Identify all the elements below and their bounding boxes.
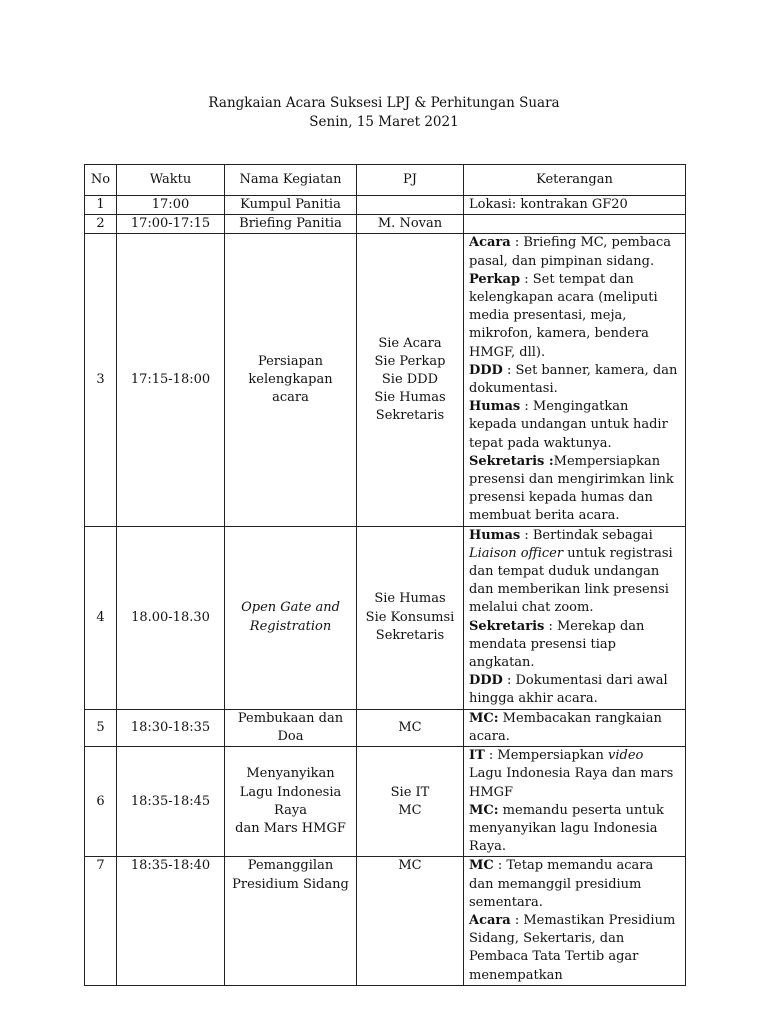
- title-line-2: Senin, 15 Maret 2021: [309, 114, 459, 130]
- keterangan-paragraph: [469, 398, 680, 453]
- title-line-1: Rangkaian Acara Suksesi LPJ & Perhitungan Suara: [208, 95, 560, 111]
- keterangan-label: Perkap: [469, 271, 521, 287]
- cell-no: 1: [85, 196, 117, 215]
- table-row: [85, 857, 686, 985]
- keterangan-label: MC:: [469, 710, 499, 726]
- cell-waktu: 18.00-18.30: [117, 526, 225, 709]
- keterangan-label: Acara: [469, 235, 511, 251]
- keterangan-paragraph: [469, 672, 680, 708]
- cell-no: 7: [85, 857, 117, 985]
- cell-no: 4: [85, 526, 117, 709]
- keterangan-label: IT: [469, 748, 485, 764]
- table-row: [85, 196, 686, 215]
- keterangan-text: : Dokumentasi dari awal hingga akhir acara.: [469, 673, 668, 707]
- cell-pj: [357, 747, 464, 857]
- header-pj: PJ: [357, 165, 464, 196]
- schedule-table: [84, 164, 686, 986]
- cell-nama-kegiatan: [225, 526, 357, 709]
- table-body: [85, 196, 686, 986]
- keterangan-paragraph: [469, 912, 680, 985]
- cell-no: 3: [85, 234, 117, 526]
- cell-nama-kegiatan: [225, 709, 357, 746]
- cell-keterangan: [464, 215, 686, 234]
- keterangan-paragraph: [469, 196, 680, 214]
- nama-kegiatan-line: Raya: [274, 802, 307, 818]
- keterangan-text: : Tetap memandu acara dan memanggil presidium sementara.: [469, 858, 654, 910]
- keterangan-paragraph: [469, 710, 680, 746]
- keterangan-text: : Set banner, kamera, dan dokumentasi.: [469, 362, 678, 397]
- keterangan-label: MC:: [469, 802, 499, 818]
- keterangan-text-after: untuk registrasi dan tempat duduk undangan dan memberikan link presensi melalui chat zoom.: [469, 545, 673, 616]
- cell-waktu: 18:30-18:35: [117, 709, 225, 746]
- cell-no: 6: [85, 747, 117, 857]
- nama-kegiatan-line: dan Mars HMGF: [235, 820, 346, 836]
- table-row: [85, 709, 686, 746]
- pj-line: Sekretaris: [375, 627, 445, 643]
- keterangan-text: : Bertindak sebagai: [520, 527, 653, 543]
- nama-kegiatan-line: Doa: [277, 728, 304, 744]
- keterangan-text: Mempersiapkan presensi dan mengirimkan link presensi kepada humas dan membuat berita acara.: [469, 453, 674, 524]
- keterangan-text: Lokasi: kontrakan GF20: [469, 197, 628, 212]
- pj-line: M. Novan: [377, 216, 443, 232]
- nama-kegiatan-line: Registration: [249, 618, 332, 634]
- cell-keterangan: [464, 196, 686, 215]
- header-waktu: Waktu: [117, 165, 225, 196]
- keterangan-paragraph: [469, 362, 680, 398]
- cell-keterangan: [464, 234, 686, 526]
- cell-pj: [357, 215, 464, 234]
- cell-waktu: 17:00-17:15: [117, 215, 225, 234]
- table-row: [85, 747, 686, 857]
- pj-line: Sekretaris: [375, 408, 445, 424]
- cell-nama-kegiatan: [225, 857, 357, 985]
- cell-nama-kegiatan: [225, 747, 357, 857]
- keterangan-text-after: Lagu Indonesia Raya dan mars HMGF: [469, 766, 674, 800]
- header-no: No: [85, 165, 117, 196]
- keterangan-text: : Mempersiapkan: [484, 748, 609, 764]
- cell-waktu: 17:00: [117, 196, 225, 215]
- cell-pj: [357, 526, 464, 709]
- pj-line: Sie DDD: [381, 371, 439, 387]
- cell-keterangan: [464, 526, 686, 709]
- nama-kegiatan-line: acara: [272, 390, 309, 406]
- cell-no: 2: [85, 215, 117, 234]
- keterangan-text: : Briefing MC, pembaca pasal, dan pimpinan sidang.: [469, 235, 671, 269]
- keterangan-italic-text: Liaison officer: [469, 545, 564, 561]
- keterangan-paragraph: [469, 453, 680, 526]
- cell-no: 5: [85, 709, 117, 746]
- cell-keterangan: [464, 709, 686, 746]
- cell-nama-kegiatan: [225, 234, 357, 526]
- keterangan-paragraph: [469, 618, 680, 673]
- keterangan-label: Humas: [469, 527, 521, 543]
- keterangan-label: DDD: [469, 362, 503, 378]
- pj-line: MC: [398, 719, 422, 735]
- nama-kegiatan-line: Pemanggilan: [247, 858, 334, 874]
- table-row: [85, 234, 686, 526]
- nama-kegiatan-line: Presidium Sidang: [232, 876, 349, 892]
- keterangan-text: : Mengingatkan kepada undangan untuk hadir tepat pada waktunya.: [469, 399, 668, 451]
- cell-pj: [357, 857, 464, 985]
- keterangan-text: memandu peserta untuk menyanyikan lagu Indonesia Raya.: [469, 802, 664, 855]
- keterangan-text: : Set tempat dan kelengkapan acara (meliputi media presentasi, meja, mikrofon, kamera, bendera HMGF, dll).: [469, 271, 658, 360]
- pj-line: Sie Humas: [374, 390, 446, 406]
- cell-keterangan: [464, 747, 686, 857]
- nama-kegiatan-line: Persiapan: [257, 353, 324, 369]
- keterangan-label: Humas: [469, 399, 521, 415]
- nama-kegiatan-line: Lagu Indonesia: [239, 784, 342, 800]
- nama-kegiatan-line: Pembukaan dan: [237, 710, 344, 726]
- keterangan-label: DDD: [469, 673, 503, 689]
- keterangan-italic-text: video: [608, 748, 644, 764]
- keterangan-paragraph: [469, 857, 680, 912]
- pj-line: Sie Acara: [378, 335, 442, 351]
- keterangan-label: Sekretaris :: [469, 453, 554, 469]
- cell-nama-kegiatan: [225, 196, 357, 215]
- keterangan-paragraph: [469, 747, 680, 802]
- cell-keterangan: [464, 857, 686, 985]
- keterangan-paragraph: [469, 271, 680, 362]
- pj-line: Sie Konsumsi: [365, 609, 455, 625]
- pj-line: MC: [398, 802, 422, 818]
- header-keterangan: Keterangan: [464, 165, 686, 196]
- nama-kegiatan-line: Briefing Panitia: [239, 216, 342, 232]
- cell-pj: [357, 709, 464, 746]
- keterangan-paragraph: [469, 802, 680, 857]
- pj-line: Sie Perkap: [374, 353, 446, 369]
- pj-line: Sie IT: [390, 784, 430, 800]
- cell-nama-kegiatan: [225, 215, 357, 234]
- cell-waktu: 17:15-18:00: [117, 234, 225, 526]
- document-title: [0, 94, 768, 132]
- nama-kegiatan-line: Menyanyikan: [246, 766, 335, 782]
- nama-kegiatan-line: Kumpul Panitia: [240, 197, 341, 212]
- keterangan-label: Acara: [469, 912, 511, 928]
- keterangan-paragraph: [469, 527, 680, 618]
- keterangan-text: : Memastikan Presidium Sidang, Sekertaris, dan Pembaca Tata Tertib agar menempatkan: [469, 912, 676, 983]
- keterangan-text: Membacakan rangkaian acara.: [469, 710, 662, 744]
- table-header-row: [85, 165, 686, 196]
- keterangan-paragraph: [469, 234, 680, 270]
- nama-kegiatan-line: kelengkapan: [248, 371, 333, 387]
- keterangan-text: : Merekap dan mendata presensi tiap angkatan.: [469, 618, 645, 671]
- pj-line: MC: [398, 858, 422, 874]
- cell-waktu: 18:35-18:40: [117, 857, 225, 985]
- keterangan-label: MC: [469, 858, 494, 874]
- cell-waktu: 18:35-18:45: [117, 747, 225, 857]
- header-nama-kegiatan: Nama Kegiatan: [225, 165, 357, 196]
- nama-kegiatan-line: Open Gate and: [241, 600, 340, 616]
- cell-pj: [357, 234, 464, 526]
- table-row: [85, 526, 686, 709]
- pj-line: Sie Humas: [374, 591, 446, 607]
- keterangan-label: Sekretaris: [469, 618, 545, 634]
- cell-pj: [357, 196, 464, 215]
- table-row: [85, 215, 686, 234]
